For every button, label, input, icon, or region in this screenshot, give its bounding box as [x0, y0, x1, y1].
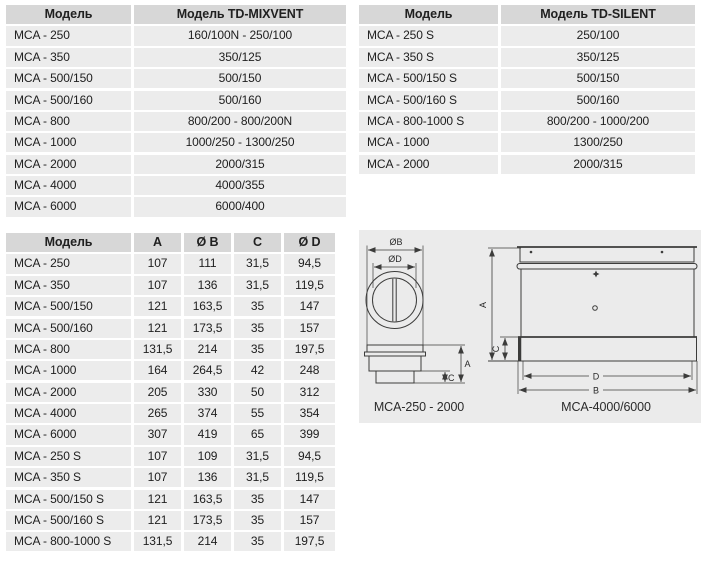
model-cell: MCA - 1000 [6, 361, 131, 380]
dim-d-cell: 147 [284, 297, 335, 316]
value-cell: 160/100N - 250/100 [134, 26, 346, 45]
table-row [6, 383, 335, 402]
table-row [359, 155, 695, 174]
dim-c-cell: 31,5 [234, 254, 281, 273]
model-cell: MCA - 500/160 [6, 319, 131, 338]
table-header-row [6, 5, 346, 24]
dim-a-cell: 121 [134, 490, 181, 509]
table-row [6, 155, 346, 174]
dim-b-cell: 374 [184, 404, 231, 423]
dim-c-cell: 35 [234, 340, 281, 359]
left-view-mca-250-2000 [365, 237, 471, 414]
dim-a-cell: 131,5 [134, 532, 181, 551]
right-view-caption: MCA-4000/6000 [561, 400, 651, 414]
table-row [6, 319, 335, 338]
table-row [6, 404, 335, 423]
table-row [359, 133, 695, 152]
dim-a-cell: 107 [134, 276, 181, 295]
dim-c-cell: 65 [234, 425, 281, 444]
screw-dot-left [530, 251, 533, 254]
table-header-row [359, 5, 695, 24]
value-cell: 1300/250 [501, 133, 695, 152]
dim-b-cell: 163,5 [184, 490, 231, 509]
table-row [6, 447, 335, 466]
table-row [6, 133, 346, 152]
model-cell: MCA - 350 S [6, 468, 131, 487]
table-row [6, 468, 335, 487]
table-row [6, 532, 335, 551]
model-cell: MCA - 2000 [359, 155, 498, 174]
flange-lip [365, 352, 426, 356]
model-cell: MCA - 350 S [359, 48, 498, 67]
value-cell: 4000/355 [134, 176, 346, 195]
dim-a-cell: 107 [134, 468, 181, 487]
table-row [6, 511, 335, 530]
dim-a-cell: 265 [134, 404, 181, 423]
dim-c-cell: 50 [234, 383, 281, 402]
table-body [6, 26, 346, 216]
dimension-drawing [359, 230, 701, 423]
dim-d-cell: 312 [284, 383, 335, 402]
dim-d-cell: 197,5 [284, 340, 335, 359]
dim-d-cell: 248 [284, 361, 335, 380]
value-cell: 500/150 [501, 69, 695, 88]
dim-b-cell: 214 [184, 532, 231, 551]
model-cell: MCA - 500/150 [6, 69, 131, 88]
table-row [6, 276, 335, 295]
dim-c-cell: 35 [234, 319, 281, 338]
column-header-model: Модель [359, 5, 498, 24]
collar-section [376, 371, 414, 383]
model-cell: MCA - 500/160 S [6, 511, 131, 530]
outer-circle [366, 272, 423, 329]
value-cell: 800/200 - 800/200N [134, 112, 346, 131]
model-cell: MCA - 800 [6, 340, 131, 359]
dim-c-cell: 31,5 [234, 276, 281, 295]
value-cell: 500/160 [134, 91, 346, 110]
model-cell: MCA - 800-1000 S [359, 112, 498, 131]
dim-b-cell: 163,5 [184, 297, 231, 316]
model-cell: MCA - 250 [6, 254, 131, 273]
height-label: A [464, 359, 471, 369]
dim-d-cell: 119,5 [284, 468, 335, 487]
model-cell: MCA - 2000 [6, 155, 131, 174]
value-cell: 350/125 [501, 48, 695, 67]
dim-d-cell: 94,5 [284, 254, 335, 273]
dim-b-cell: 173,5 [184, 511, 231, 530]
screw-dot-right [661, 251, 664, 254]
inner-diameter-label: ØD [388, 254, 402, 264]
model-cell: MCA - 800 [6, 112, 131, 131]
value-cell: 800/200 - 1000/200 [501, 112, 695, 131]
table-header-row [6, 233, 335, 252]
center-hole [593, 306, 598, 311]
model-cell: MCA - 6000 [6, 425, 131, 444]
table-row [6, 48, 346, 67]
table-row [6, 425, 335, 444]
column-header-diameter-b: Ø B [184, 233, 231, 252]
dim-b-cell: 419 [184, 425, 231, 444]
value-cell: 2000/315 [501, 155, 695, 174]
dim-a-cell: 131,5 [134, 340, 181, 359]
value-cell: 500/160 [501, 91, 695, 110]
column-header-a: A [134, 233, 181, 252]
dim-b-cell: 136 [184, 276, 231, 295]
table-row [359, 91, 695, 110]
model-cell: MCA - 250 [6, 26, 131, 45]
table-row [359, 48, 695, 67]
model-cell: MCA - 6000 [6, 197, 131, 216]
table-row [6, 26, 346, 45]
table-row [6, 176, 346, 195]
table-row [6, 254, 335, 273]
dim-c-cell: 35 [234, 511, 281, 530]
bottom-sleeve [519, 337, 697, 361]
flange-section [367, 345, 423, 352]
value-cell: 250/100 [501, 26, 695, 45]
dim-b-cell: 136 [184, 468, 231, 487]
dim-c-cell: 55 [234, 404, 281, 423]
model-cell: MCA - 800-1000 S [6, 532, 131, 551]
dim-a-cell: 121 [134, 297, 181, 316]
table-row [6, 340, 335, 359]
table-row [359, 26, 695, 45]
model-cell: MCA - 350 [6, 48, 131, 67]
table-row [6, 197, 346, 216]
table-dimensions [6, 233, 335, 554]
top-flange [520, 247, 694, 262]
model-cell: MCA - 1000 [6, 133, 131, 152]
dim-d-cell: 354 [284, 404, 335, 423]
model-cell: MCA - 2000 [6, 383, 131, 402]
dim-a-cell: 107 [134, 254, 181, 273]
inner-width-label: D [592, 371, 600, 382]
dim-c-cell: 35 [234, 532, 281, 551]
dim-d-cell: 147 [284, 490, 335, 509]
model-cell: MCA - 500/160 [6, 91, 131, 110]
table-body [6, 254, 335, 551]
table-td-silent [359, 5, 695, 176]
screw-star-marker [593, 271, 600, 278]
table-row [6, 490, 335, 509]
outer-diameter-label: ØB [389, 237, 403, 247]
dim-b-cell: 330 [184, 383, 231, 402]
model-cell: MCA - 250 S [6, 447, 131, 466]
dim-c-cell: 31,5 [234, 447, 281, 466]
dim-b-cell: 111 [184, 254, 231, 273]
model-cell: MCA - 500/160 S [359, 91, 498, 110]
table-row [6, 91, 346, 110]
column-header-td-silent: Модель TD-SILENT [501, 5, 695, 24]
model-cell: MCA - 1000 [359, 133, 498, 152]
technical-drawing-panel [359, 230, 701, 423]
dim-b-cell: 173,5 [184, 319, 231, 338]
model-cell: MCA - 500/150 [6, 297, 131, 316]
model-cell: MCA - 250 S [359, 26, 498, 45]
table-td-mixvent [6, 5, 346, 219]
dim-d-cell: 399 [284, 425, 335, 444]
model-cell: MCA - 500/150 S [6, 490, 131, 509]
model-cell: MCA - 500/150 S [359, 69, 498, 88]
dim-c-cell: 42 [234, 361, 281, 380]
left-view-caption: MCA-250 - 2000 [373, 400, 465, 414]
dim-d-cell: 197,5 [284, 532, 335, 551]
dim-b-cell: 109 [184, 447, 231, 466]
column-header-model: Модель [6, 5, 131, 24]
dim-d-cell: 157 [284, 511, 335, 530]
collar-label: C [448, 373, 455, 383]
column-header-diameter-d: Ø D [284, 233, 335, 252]
dim-d-cell: 119,5 [284, 276, 335, 295]
rolled-bead [517, 264, 697, 270]
table-body [359, 26, 695, 173]
dim-a-cell: 205 [134, 383, 181, 402]
dim-a-cell: 121 [134, 511, 181, 530]
value-cell: 6000/400 [134, 197, 346, 216]
body-section [369, 356, 421, 371]
table-row [6, 69, 346, 88]
inner-circle [373, 278, 417, 322]
table-row [6, 112, 346, 131]
column-header-model: Модель [6, 233, 131, 252]
model-cell: MCA - 4000 [6, 404, 131, 423]
dim-b-cell: 264,5 [184, 361, 231, 380]
table-row [6, 297, 335, 316]
value-cell: 500/150 [134, 69, 346, 88]
dim-d-cell: 94,5 [284, 447, 335, 466]
dim-c-cell: 31,5 [234, 468, 281, 487]
dim-a-cell: 307 [134, 425, 181, 444]
dim-a-cell: 107 [134, 447, 181, 466]
table-row [359, 112, 695, 131]
value-cell: 350/125 [134, 48, 346, 67]
dim-b-cell: 214 [184, 340, 231, 359]
main-body [521, 269, 694, 337]
collar-label: C [491, 345, 501, 353]
column-header-td-mixvent: Модель TD-MIXVENT [134, 5, 346, 24]
height-label: A [478, 301, 488, 309]
right-view-mca-4000-6000 [478, 247, 697, 414]
outer-width-label: B [592, 385, 600, 396]
value-cell: 2000/315 [134, 155, 346, 174]
dim-c-cell: 35 [234, 297, 281, 316]
dim-d-cell: 157 [284, 319, 335, 338]
model-cell: MCA - 4000 [6, 176, 131, 195]
value-cell: 1000/250 - 1300/250 [134, 133, 346, 152]
model-cell: MCA - 350 [6, 276, 131, 295]
dim-c-cell: 35 [234, 490, 281, 509]
column-header-c: C [234, 233, 281, 252]
dim-a-cell: 121 [134, 319, 181, 338]
table-row [6, 361, 335, 380]
table-row [359, 69, 695, 88]
dim-a-cell: 164 [134, 361, 181, 380]
